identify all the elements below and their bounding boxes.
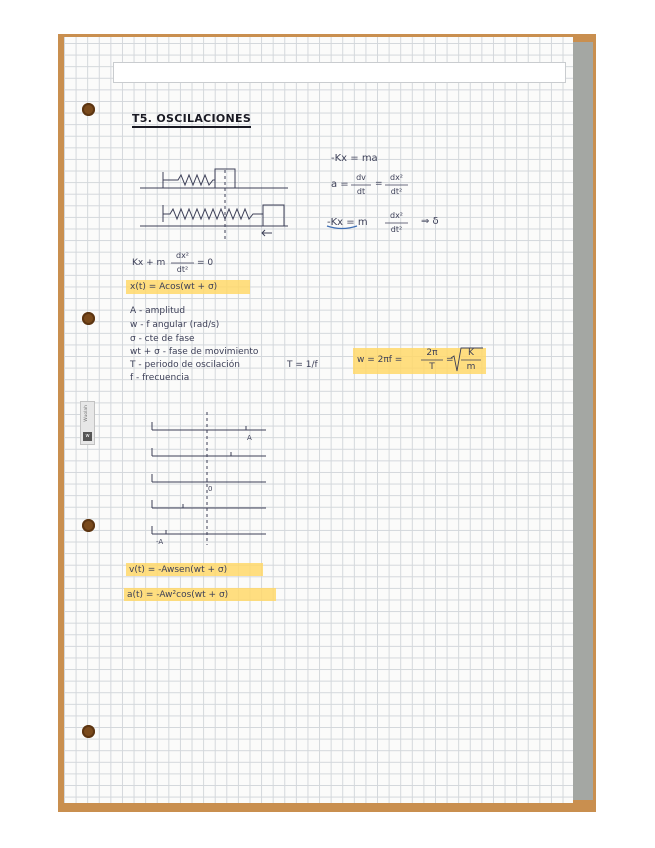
omega-m: m — [466, 362, 476, 372]
diff-lhs: -Kx = m — [327, 217, 368, 228]
omega-2pi: 2π — [426, 348, 438, 358]
accel-dv: dv — [356, 173, 366, 182]
accel-dt: dt — [356, 187, 366, 196]
homog-rhs: = 0 — [197, 258, 214, 268]
period-formula: T = 1/f — [287, 360, 318, 370]
page-title: T5. OSCILACIONES — [132, 112, 252, 125]
diff-arrow: ⇒ δ — [421, 216, 439, 227]
homog-lhs: Kx + m — [132, 258, 166, 268]
definition-item: wt + σ - fase de movimiento — [130, 347, 259, 357]
diff-dx2: dx² — [389, 211, 404, 220]
homog-dx2: dx² — [175, 251, 190, 260]
definition-item: σ - cte de fase — [130, 334, 195, 344]
graph-label-top: A — [247, 434, 252, 442]
definition-item: w - f angular (rad/s) — [130, 320, 220, 330]
brand-tab-text: Wuolah — [84, 405, 89, 422]
accel-lhs: a = — [331, 179, 349, 190]
brand-logo-icon: w — [83, 432, 92, 441]
motion-graphs — [152, 412, 266, 545]
newton-equation: -Kx = ma — [331, 153, 378, 164]
graph-label-middle: 0 — [208, 485, 213, 493]
homog-dt2: dt² — [176, 265, 189, 274]
velocity-equation: v(t) = -Awsen(wt + σ) — [129, 565, 228, 575]
accel-dt2: dt² — [390, 187, 403, 196]
omega-lhs: w = 2πf = — [357, 355, 403, 365]
spring-diagram-1 — [140, 169, 288, 188]
solution-equation: x(t) = Acos(wt + σ) — [130, 282, 218, 292]
graph-label-bottom: -A — [156, 538, 164, 546]
diff-dt2: dt² — [390, 225, 403, 234]
accel-eq: = — [375, 179, 383, 189]
definition-item: A - amplitud — [130, 306, 186, 316]
definition-item: T - periodo de oscilación — [130, 360, 240, 370]
fraction-bars — [171, 185, 481, 360]
definition-item: f - frecuencia — [130, 373, 190, 383]
acceleration-equation: a(t) = -Aw²cos(wt + σ) — [127, 590, 229, 600]
omega-eq: = — [446, 355, 454, 365]
accel-dx2: dx² — [389, 173, 404, 182]
omega-T: T — [429, 362, 435, 372]
omega-K: K — [468, 348, 474, 358]
